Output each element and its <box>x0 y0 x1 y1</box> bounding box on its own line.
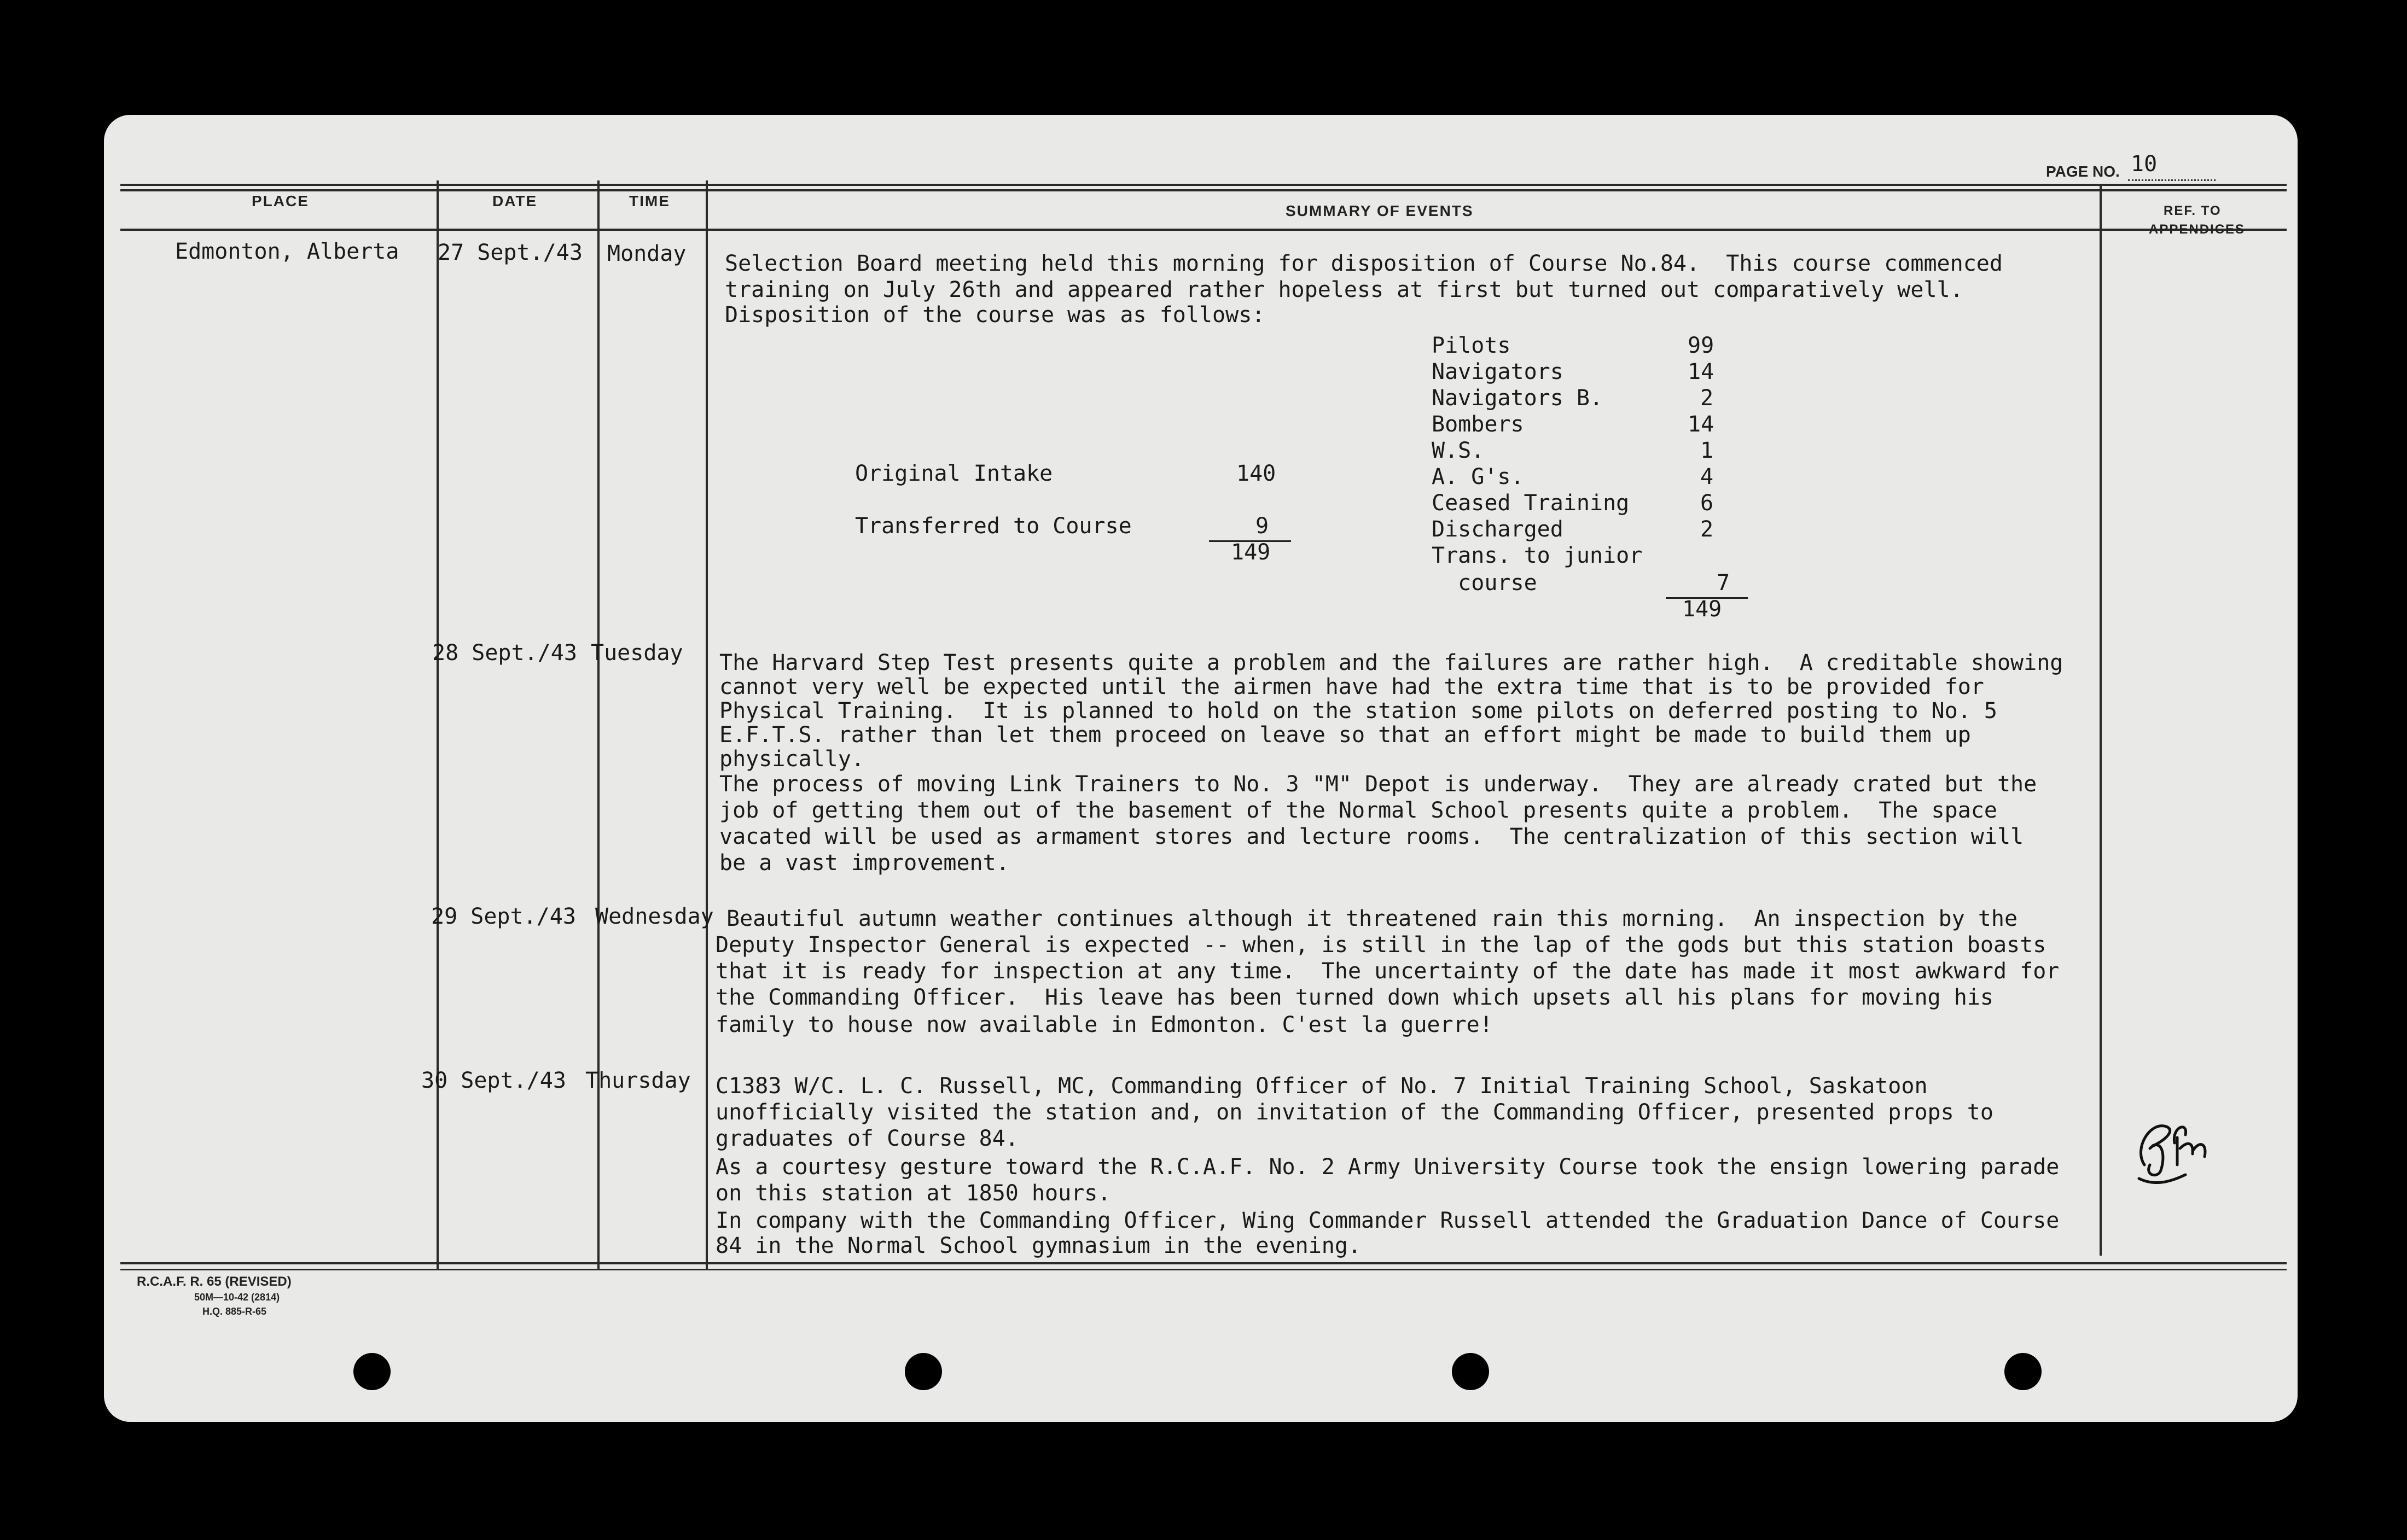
intake-original-value: 140 <box>1236 461 1276 486</box>
entry-day: Wednesday <box>595 904 714 929</box>
disposition-value: 14 <box>1688 412 1714 437</box>
page-label: PAGE NO. <box>2046 163 2120 180</box>
entry-date: 30 Sept./43 <box>421 1068 566 1093</box>
entry-line: that it is ready for inspection at any time. The uncertainty of the date has made it most awkward for <box>716 959 2060 984</box>
entry-line: family to house now available in Edmonton. C'est la guerre! <box>716 1012 1493 1037</box>
page-number: 10 <box>2131 151 2158 177</box>
col-line-place <box>437 180 439 1269</box>
disposition-value: 6 <box>1700 491 1714 516</box>
entry-day: Monday <box>607 241 687 266</box>
col-line-date <box>597 180 600 1269</box>
entry-line: the Commanding Officer. His leave has been turned down which upsets all his plans for moving his <box>716 985 1993 1010</box>
header-ref-2: APPENDICES <box>2149 222 2246 237</box>
entry-line: In company with the Commanding Officer, Wing Commander Russell attended the Graduation Dance of Course <box>716 1208 2060 1233</box>
page-number-underline <box>2128 179 2216 181</box>
disposition-label: course <box>1432 570 1537 596</box>
entry-line: Deputy Inspector General is expected -- when, is still in the lap of the gods but this station boasts <box>716 932 2046 958</box>
entry-line: C1383 W/C. L. C. Russell, MC, Commanding Officer of No. 7 Initial Training School, Saskatoon <box>716 1074 1928 1099</box>
disposition-label: Trans. to junior <box>1432 543 1643 568</box>
entry-line: physically. <box>719 746 864 772</box>
entry-date: 29 Sept./43 <box>431 904 576 929</box>
punch-hole <box>2004 1353 2042 1390</box>
punch-hole <box>353 1353 391 1390</box>
header-time: TIME <box>629 192 670 209</box>
entry-line: Disposition of the course was as follows: <box>725 302 1265 328</box>
disposition-label: Navigators <box>1432 359 1563 384</box>
intake-transferred-label: Transferred to Course <box>855 514 1132 539</box>
entry-day: Thursday <box>585 1068 691 1093</box>
header-top-rule <box>120 184 2287 186</box>
entry-line: training on July 26th and appeared rather hopeless at first but turned out comparatively well. <box>725 277 1963 302</box>
disposition-label: Pilots <box>1432 333 1511 358</box>
form-id-line1: R.C.A.F. R. 65 (REVISED) <box>137 1274 292 1289</box>
footer-rule-2 <box>120 1269 2287 1270</box>
disposition-label: A. G's. <box>1432 464 1524 489</box>
entry-day: Tuesday <box>591 640 683 666</box>
entry-line: be a vast improvement. <box>719 850 1009 876</box>
header-place: PLACE <box>252 192 309 209</box>
intake-total: 149 <box>1231 540 1271 565</box>
header-summary: SUMMARY OF EVENTS <box>1286 202 1474 219</box>
entry-line: 84 in the Normal School gymnasium in the evening. <box>716 1233 1362 1258</box>
disposition-label: Bombers <box>1432 412 1524 437</box>
entry-line: The process of moving Link Trainers to No. 3 "M" Depot is underway. They are already crated but the <box>719 772 2037 797</box>
disposition-value: 2 <box>1700 517 1714 542</box>
entry-line: cannot very well be expected until the airmen have had the extra time that is to be provided for <box>719 674 1984 699</box>
entry-line: Beautiful autumn weather continues although it threatened rain this morning. An inspection by the <box>726 906 2018 931</box>
header-date: DATE <box>492 192 538 209</box>
disposition-value: 1 <box>1700 438 1714 463</box>
entry-line: vacated will be used as armament stores and lecture rooms. The centralization of this section will <box>719 824 2024 849</box>
form-id-line3: H.Q. 885-R-65 <box>202 1306 267 1317</box>
entry-line: E.F.T.S. rather than let them proceed on leave so that an effort might be made to build them up <box>719 722 1971 748</box>
intake-original-label: Original Intake <box>855 461 1053 486</box>
header-ref-1: REF. TO <box>2164 203 2222 218</box>
entry-date: 27 Sept./43 <box>438 240 583 265</box>
entry-line: graduates of Course 84. <box>716 1126 1019 1151</box>
form-id-line2: 50M—10-42 (2814) <box>194 1292 280 1303</box>
entry-line: Physical Training. It is planned to hold on the station some pilots on deferred posting to No. 5 <box>719 698 1997 724</box>
record-sheet <box>104 115 2298 1422</box>
col-line-time <box>706 180 708 1269</box>
disposition-total: 149 <box>1682 597 1722 622</box>
initials-signature <box>2128 1105 2226 1192</box>
disposition-label: Ceased Training <box>1432 491 1630 516</box>
disposition-value: 4 <box>1700 464 1714 489</box>
col-line-summary <box>2100 184 2102 1256</box>
entry-line: on this station at 1850 hours. <box>716 1181 1111 1206</box>
disposition-value: 7 <box>1717 570 1730 596</box>
disposition-label: Navigators B. <box>1432 386 1603 411</box>
entry-line: As a courtesy gesture toward the R.C.A.F. No. 2 Army University Course took the ensign lowering parade <box>716 1154 2060 1180</box>
entry-date: 28 Sept./43 <box>432 640 577 666</box>
intake-transferred-value: 9 <box>1255 514 1269 539</box>
entry-line: Selection Board meeting held this morning for disposition of Course No.84. This course commenced <box>725 251 2003 276</box>
entry-line: The Harvard Step Test presents quite a problem and the failures are rather high. A creditable showing <box>719 650 2063 675</box>
header-top-rule-2 <box>120 189 2287 191</box>
header-bottom-rule <box>120 229 2287 231</box>
punch-hole <box>905 1353 942 1390</box>
disposition-label: W.S. <box>1432 438 1485 463</box>
disposition-value: 14 <box>1688 359 1714 384</box>
place-text: Edmonton, Alberta <box>175 239 399 264</box>
footer-rule <box>120 1262 2287 1264</box>
disposition-label: Discharged <box>1432 517 1563 542</box>
entry-line: unofficially visited the station and, on invitation of the Commanding Officer, presented props to <box>716 1100 1993 1125</box>
disposition-value: 99 <box>1688 333 1714 358</box>
disposition-value: 2 <box>1700 386 1714 411</box>
punch-hole <box>1452 1353 1489 1390</box>
entry-line: job of getting them out of the basement of the Normal School presents quite a problem. The space <box>719 798 1997 823</box>
